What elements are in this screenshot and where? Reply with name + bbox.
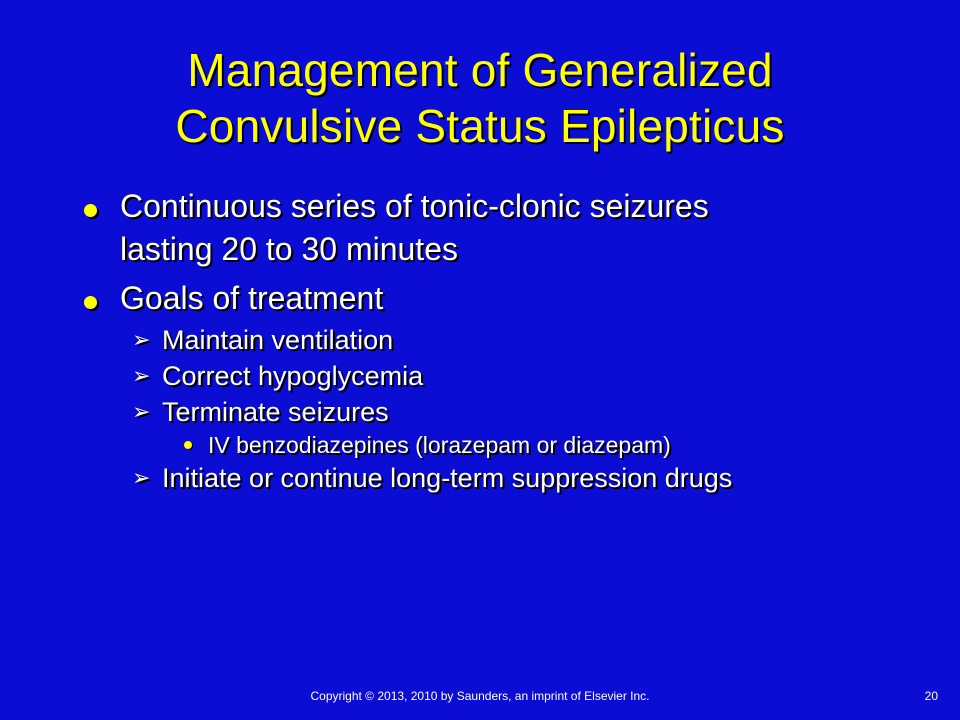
arrow-bullet-icon: ➢ [132, 465, 151, 490]
bullet-text-line-1: Continuous series of tonic-clonic seizures [120, 188, 709, 224]
slide-title [80, 42, 880, 154]
sub-item-text: Correct hypoglycemia [162, 361, 424, 391]
arrow-bullet-icon: ➢ [132, 363, 151, 388]
sub-bullet-list [80, 322, 900, 496]
sub-item-initiate-drugs [80, 460, 900, 496]
arrow-bullet-icon: ➢ [132, 327, 151, 352]
sub-item-maintain-ventilation [80, 322, 900, 358]
bullet-dot-icon [84, 296, 97, 309]
bullet-text-line-2: lasting 20 to 30 minutes [120, 231, 458, 267]
bullet-text: Goals of treatment [120, 280, 384, 316]
arrow-bullet-icon: ➢ [132, 399, 151, 424]
page-number: 20 [924, 689, 938, 703]
sub-sub-item-text: IV benzodiazepines (lorazepam or diazepam) [208, 432, 671, 458]
bullet-item-continuous-series [80, 185, 900, 271]
sub-item-correct-hypoglycemia [80, 358, 900, 394]
bullet-item-goals-of-treatment [80, 277, 900, 320]
small-dot-bullet-icon [184, 441, 192, 449]
bullet-dot-icon [84, 204, 97, 217]
bullet-list [80, 185, 900, 496]
sub-item-text: Initiate or continue long-term suppression drugs [162, 463, 733, 493]
sub-item-terminate-seizures [80, 394, 900, 430]
slide-footer [0, 686, 960, 706]
sub-item-text: Terminate seizures [162, 397, 389, 427]
sub-sub-item-iv-benzodiazepines [80, 430, 900, 460]
slide-title-line-2: Convulsive Status Epilepticus [175, 100, 785, 152]
copyright-text: Copyright © 2013, 2010 by Saunders, an imprint of Elsevier Inc. [310, 689, 650, 703]
sub-item-text: Maintain ventilation [162, 325, 394, 355]
slide-title-line-1: Management of Generalized [187, 44, 773, 96]
